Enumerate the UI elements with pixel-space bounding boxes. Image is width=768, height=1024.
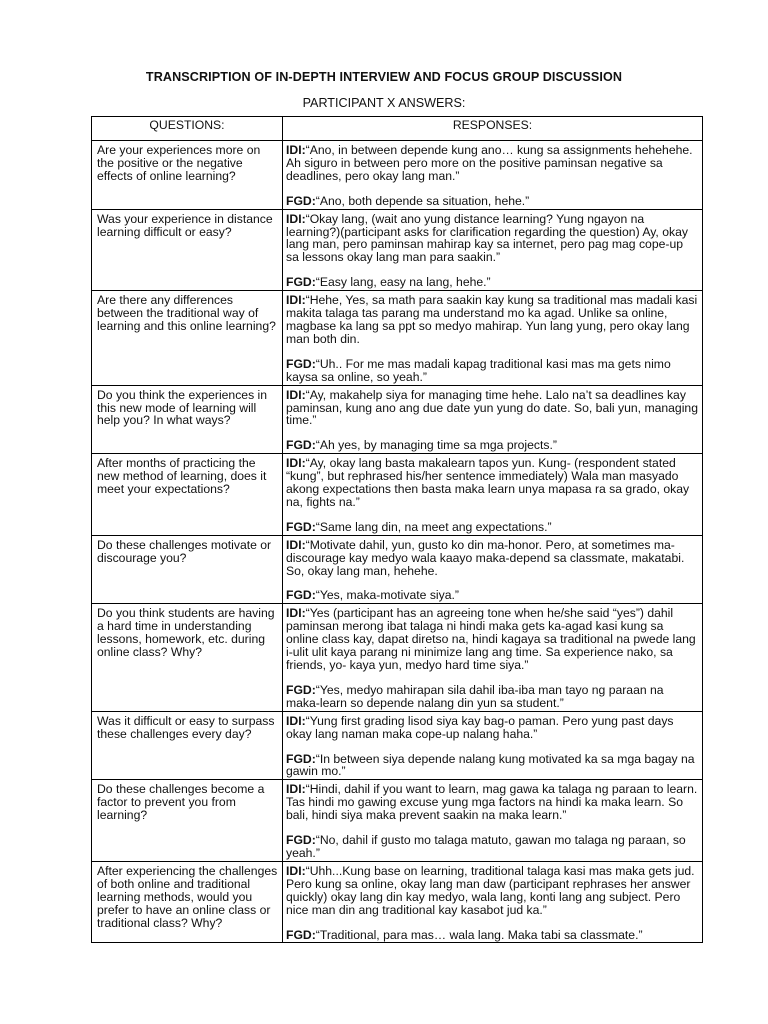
idi-response <box>286 457 698 509</box>
table-row <box>92 604 703 711</box>
idi-response <box>286 539 698 578</box>
responses-header: RESPONSES: <box>283 117 703 141</box>
table-body <box>92 141 703 943</box>
idi-text: “Uhh...Kung base on learning, traditional talaga kasi mas maka gets jud. Pero kung sa online, okay lang man daw (participant rephrases her answer quickly) okay lang din kay medyo, wala lang, konti lang ang subject. Pero nice man din ang traditional kay kasabot jud ka.” <box>286 863 695 917</box>
idi-label: IDI: <box>286 782 306 797</box>
question-cell: After months of practicing the new method of learning, does it meet your expectations? <box>92 454 283 536</box>
table-row <box>92 209 703 291</box>
fgd-response <box>286 684 698 710</box>
idi-label: IDI: <box>286 456 306 471</box>
idi-text: “Hehe, Yes, sa math para saakin kay kung sa traditional mas madali kasi makita talaga tas parang ma understand mo ka agad. Unlike sa online, magbase ka lang sa ppt so medyo mahirap. Yun lang yung, pero okay lang man both din. <box>286 293 698 346</box>
idi-response <box>286 715 698 741</box>
fgd-label: FGD: <box>286 438 316 453</box>
question-cell: Do these challenges become a factor to prevent you from learning? <box>92 780 283 862</box>
idi-text: “Yes (participant has an agreeing tone when he/she said “yes”) dahil paminsan merong ibat talaga ni hindi maka gets ka-agad kasi kung sa online class kay, dapat diretso na, hindi kagaya sa traditional na pwede lang i-ulit ulit kaya parang ni minimize lang ang time. Sa experience nako, sa friends, yo- kaya yun, medyo hard time siya.” <box>286 606 696 672</box>
document-subtitle: PARTICIPANT X ANSWERS: <box>302 96 466 110</box>
idi-text: “Okay lang, (wait ano yung distance learning? Yung ngayon na learning?)(participant asks for clarification regarding the question) Ay, okay lang man, pero paminsan mahirap kay sa internet, pero pag mag cope-up sa lessons okay lang man para saakin.” <box>286 211 688 265</box>
questions-header: QUESTIONS: <box>92 117 283 141</box>
idi-response <box>286 213 698 265</box>
response-cell <box>283 861 703 943</box>
fgd-response <box>286 276 698 289</box>
response-cell <box>283 141 703 210</box>
fgd-text: “Ah yes, by managing time sa mga projects.” <box>315 438 557 453</box>
fgd-label: FGD: <box>286 519 316 534</box>
idi-text: “Ano, in between depende kung ano… kung sa assignments hehehehe. Ah siguro in between pero more on the positive paminsan negative sa deadlines, pero okay lang man.” <box>286 143 693 183</box>
fgd-response <box>286 834 698 860</box>
idi-response <box>286 783 698 822</box>
fgd-text: “Easy lang, easy na lang, hehe.” <box>315 275 491 290</box>
idi-label: IDI: <box>286 537 306 552</box>
fgd-text: “In between siya depende nalang kung motivated ka sa mga bagay na gawin mo.” <box>286 751 695 779</box>
question-cell: Are your experiences more on the positive or the negative effects of online learning? <box>92 141 283 210</box>
response-cell <box>283 291 703 385</box>
response-cell <box>283 535 703 604</box>
idi-label: IDI: <box>286 387 306 402</box>
fgd-label: FGD: <box>286 356 316 371</box>
fgd-label: FGD: <box>286 833 316 848</box>
table-header-row <box>92 117 703 141</box>
table-row <box>92 780 703 862</box>
table-row <box>92 385 703 454</box>
question-cell: Was your experience in distance learning difficult or easy? <box>92 209 283 291</box>
fgd-label: FGD: <box>286 751 316 766</box>
fgd-label: FGD: <box>286 275 316 290</box>
fgd-text: “Traditional, para mas… wala lang. Maka tabi sa classmate.” <box>315 927 643 942</box>
response-cell <box>283 780 703 862</box>
fgd-label: FGD: <box>286 682 316 697</box>
fgd-text: “Yes, maka-motivate siya.” <box>315 588 459 603</box>
idi-response <box>286 865 698 917</box>
idi-text: “Yung first grading lisod siya kay bag-o paman. Pero yung past days okay lang naman maka cope-up nalang haha.” <box>286 713 674 741</box>
question-cell: Do these challenges motivate or discourage you? <box>92 535 283 604</box>
table-row <box>92 535 703 604</box>
idi-text: “Ay, makahelp siya for managing time hehe. Lalo na’t sa deadlines kay paminsan, kung ano ang due date yun yung do date. So, bali yun, managing time.” <box>286 387 698 428</box>
idi-label: IDI: <box>286 143 306 157</box>
fgd-label: FGD: <box>286 588 316 603</box>
fgd-text: “Same lang din, na meet ang expectations.” <box>315 519 552 534</box>
question-cell: After experiencing the challenges of both online and traditional learning methods, would you prefer to have an online class or traditional class? Why? <box>92 861 283 943</box>
interview-table <box>91 116 703 943</box>
question-cell: Do you think students are having a hard time in understanding lessons, homework, etc. during online class? Why? <box>92 604 283 711</box>
table-row <box>92 141 703 210</box>
idi-label: IDI: <box>286 293 306 308</box>
fgd-text: “Yes, medyo mahirapan sila dahil iba-iba man tayo ng paraan na maka-learn so depende nalang din yun sa student.” <box>286 682 664 710</box>
fgd-label: FGD: <box>286 193 316 208</box>
question-cell: Are there any differences between the traditional way of learning and this online learning? <box>92 291 283 385</box>
idi-response <box>286 294 698 346</box>
document-title: TRANSCRIPTION OF IN-DEPTH INTERVIEW AND FOCUS GROUP DISCUSSION <box>145 70 623 84</box>
response-cell <box>283 454 703 536</box>
table-row <box>92 291 703 385</box>
idi-response <box>286 144 698 183</box>
idi-label: IDI: <box>286 211 306 226</box>
fgd-response <box>286 358 698 384</box>
response-cell <box>283 385 703 454</box>
response-cell <box>283 711 703 780</box>
fgd-response <box>286 589 698 602</box>
idi-text: “Ay, okay lang basta makalearn tapos yun. Kung- (respondent stated “kung”, but rephrased his/her sentence immediately) Wala man masyado akong expectations then basta maka learn unya mapasa ra sa grado, okay na, fights na.” <box>286 456 690 509</box>
idi-text: “Hindi, dahil if you want to learn, mag gawa ka talaga ng paraan to learn. Tas hindi mo gawing excuse yung mga factors na hindi ka maka learn. So bali, hindi siya maka prevent saakin na maka learn.” <box>286 782 698 823</box>
table-row <box>92 861 703 943</box>
fgd-text: “Uh.. For me mas madali kapag traditional kasi mas ma gets nimo kaysa sa online, so yeah.” <box>286 356 671 384</box>
idi-text: “Motivate dahil, yun, gusto ko din ma-honor. Pero, at sometimes ma-discourage kay medyo wala kaayo maka-depend sa classmate, makatabi. So, okay lang man, hehehe. <box>286 537 685 578</box>
idi-label: IDI: <box>286 863 306 878</box>
idi-response <box>286 389 698 428</box>
fgd-response <box>286 753 698 779</box>
question-cell: Was it difficult or easy to surpass these challenges every day? <box>92 711 283 780</box>
fgd-response <box>286 195 698 208</box>
response-cell <box>283 604 703 711</box>
fgd-response <box>286 929 698 942</box>
fgd-text: “No, dahil if gusto mo talaga matuto, gawan mo talaga ng paraan, so yeah.” <box>286 833 686 860</box>
idi-label: IDI: <box>286 713 306 728</box>
fgd-response <box>286 521 698 534</box>
table-row <box>92 454 703 536</box>
fgd-label: FGD: <box>286 927 316 942</box>
question-cell: Do you think the experiences in this new mode of learning will help you? In what ways? <box>92 385 283 454</box>
table-row <box>92 711 703 780</box>
response-cell <box>283 209 703 291</box>
idi-response <box>286 607 698 672</box>
fgd-text: “Ano, both depende sa situation, hehe.” <box>315 193 530 208</box>
idi-label: IDI: <box>286 606 306 621</box>
fgd-response <box>286 439 698 452</box>
